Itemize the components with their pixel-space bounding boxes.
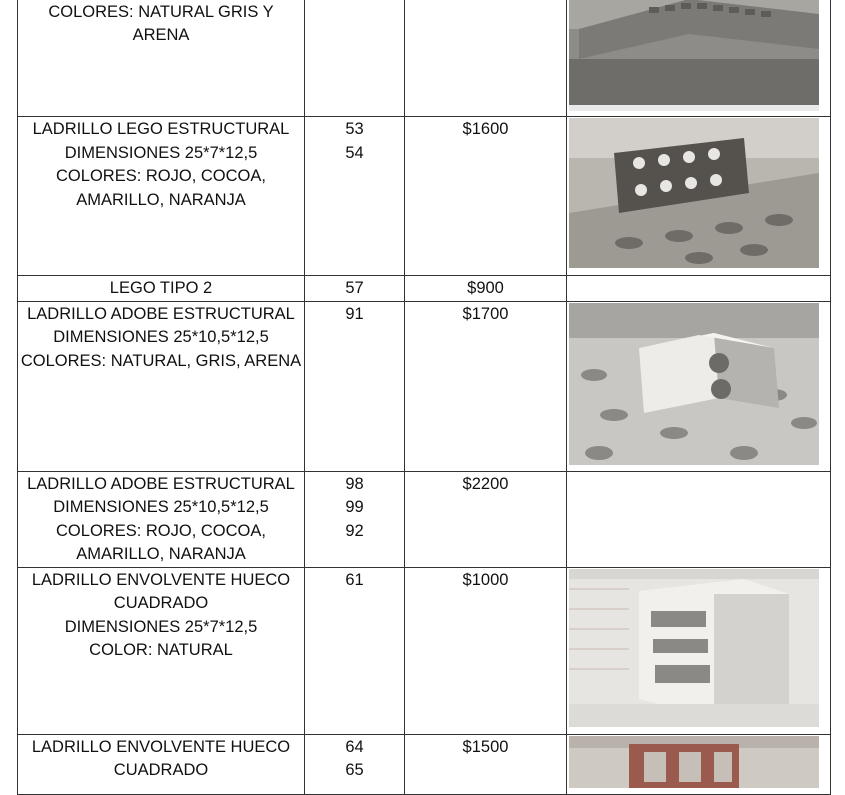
code-line: 54 (345, 143, 364, 162)
product-price (405, 117, 567, 276)
product-description (18, 301, 305, 471)
description-line: COLORES: NATURAL GRIS Y (48, 2, 274, 21)
description-line: COLORES: NATURAL, GRIS, ARENA (20, 351, 302, 370)
product-image-cell (567, 276, 831, 302)
product-description (18, 471, 305, 567)
code-line: 65 (345, 761, 364, 779)
table-row (18, 301, 831, 471)
product-price (405, 471, 567, 567)
product-description (18, 117, 305, 276)
table-row (18, 734, 831, 794)
price-value: $1000 (462, 570, 509, 589)
description-line: DIMENSIONES 25*7*12,5 (64, 617, 258, 636)
description-line: COLOR: NATURAL (89, 641, 233, 659)
product-code (305, 567, 405, 734)
product-price (405, 567, 567, 734)
product-description (18, 734, 305, 794)
description-line: COLORES: ROJO, COCOA, (56, 167, 266, 185)
table-row (18, 276, 831, 302)
description-line: LADRILLO ADOBE ESTRUCTURAL (27, 474, 295, 493)
product-image-cell (567, 0, 831, 117)
product-code (305, 117, 405, 276)
table-row (18, 117, 831, 276)
code-line: 53 (345, 120, 364, 138)
product-price (405, 734, 567, 794)
product-price (405, 301, 567, 471)
product-code (305, 734, 405, 794)
product-description (18, 567, 305, 734)
product-description (18, 0, 305, 117)
price-value: $2200 (462, 474, 509, 493)
product-code (305, 276, 405, 302)
description-line: CUADRADO (113, 594, 209, 612)
product-price (405, 0, 567, 117)
description-line: AMARILLO, NARANJA (76, 545, 246, 563)
hollow-brick-photo (569, 569, 819, 727)
table-row (18, 471, 831, 567)
price-value: $900 (467, 279, 504, 297)
description-line: LADRILLO ADOBE ESTRUCTURAL (27, 304, 295, 323)
price-value: $1700 (462, 304, 509, 323)
description-line: COLORES: ROJO, COCOA, (56, 521, 266, 540)
description-line: LADRILLO LEGO ESTRUCTURAL (32, 120, 290, 138)
description-line: LEGO TIPO 2 (109, 279, 213, 297)
code-line: 64 (345, 737, 364, 756)
product-code (305, 471, 405, 567)
product-description (18, 276, 305, 302)
product-image-cell (567, 301, 831, 471)
lego-brick-photo (569, 118, 819, 268)
description-line: ARENA (132, 26, 190, 44)
product-code (305, 301, 405, 471)
code-line: 57 (345, 279, 364, 297)
product-code (305, 0, 405, 117)
red-hollow-brick-photo (569, 736, 819, 788)
code-line: 98 (345, 474, 364, 493)
description-line: DIMENSIONES 25*7*12,5 (64, 143, 258, 162)
description-line: CUADRADO (113, 761, 209, 779)
product-table (17, 0, 831, 795)
table-row (18, 0, 831, 117)
product-image-cell (567, 471, 831, 567)
description-line: AMARILLO, NARANJA (76, 190, 246, 209)
description-line: DIMENSIONES 25*10,5*12,5 (53, 328, 269, 346)
product-price (405, 276, 567, 302)
code-line: 92 (345, 521, 364, 540)
stacked-bricks-photo (569, 0, 819, 111)
price-value: $1600 (462, 120, 509, 138)
table-row (18, 567, 831, 734)
price-value: $1500 (462, 737, 509, 756)
code-line: 61 (345, 570, 364, 589)
code-line: 91 (345, 304, 364, 323)
product-image-cell (567, 567, 831, 734)
code-line: 99 (345, 498, 364, 516)
description-line: LADRILLO ENVOLVENTE HUECO (31, 570, 291, 589)
adobe-brick-photo (569, 303, 819, 465)
description-line: DIMENSIONES 25*10,5*12,5 (53, 498, 269, 516)
product-image-cell (567, 117, 831, 276)
product-image-cell (567, 734, 831, 794)
description-line: LADRILLO ENVOLVENTE HUECO (31, 737, 291, 756)
